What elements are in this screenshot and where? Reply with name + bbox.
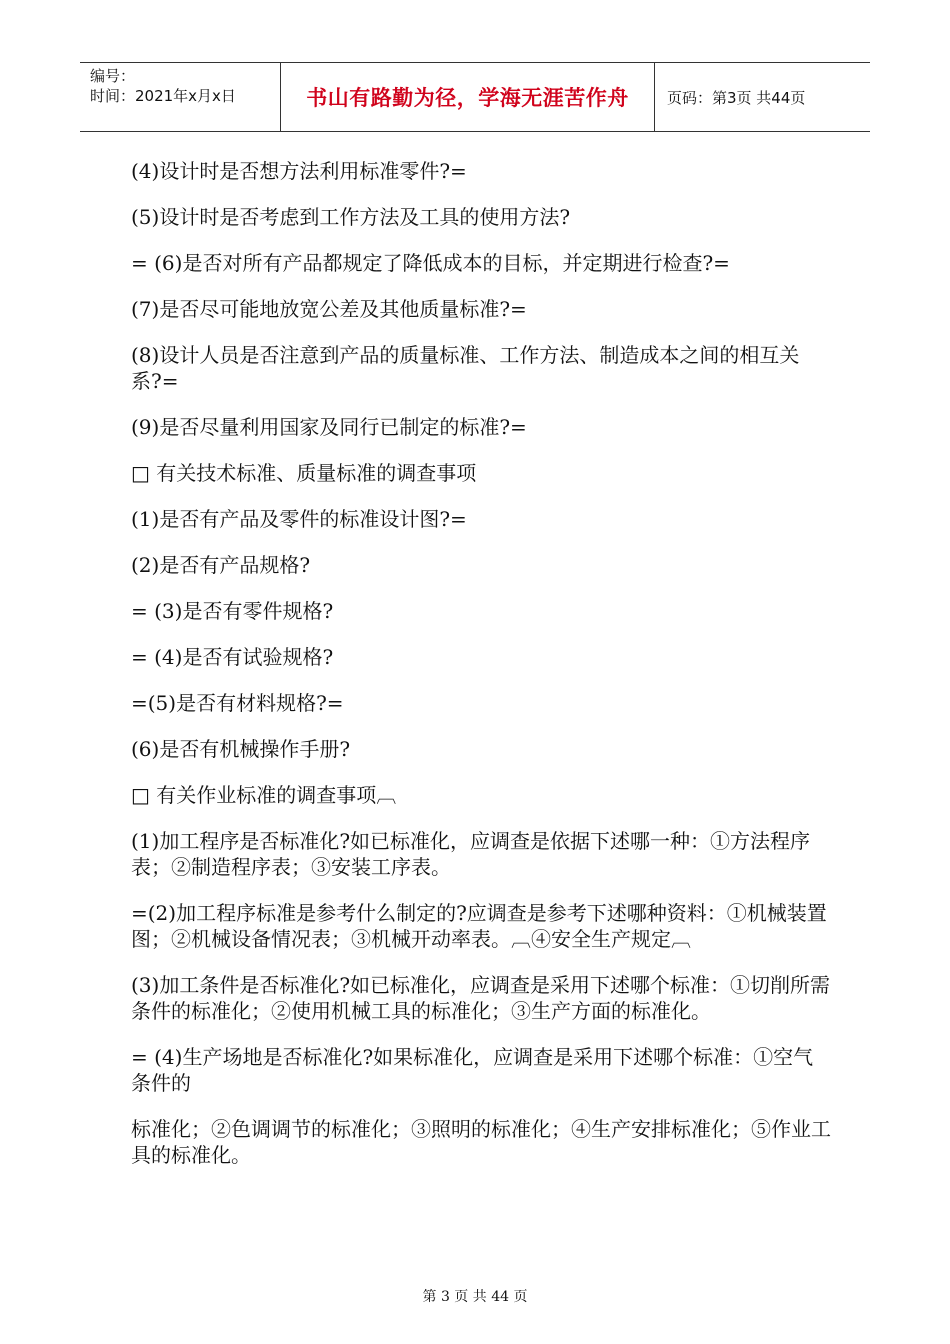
- paragraph: (5)设计时是否考虑到工作方法及工具的使用方法?: [131, 205, 571, 229]
- paragraph: = (3)是否有零件规格?: [131, 599, 334, 623]
- motto: 书山有路勤为径，学海无涯苦作舟: [306, 86, 629, 110]
- page-header: [80, 62, 870, 132]
- paragraph: (3)加工条件是否标准化?如已标准化，应调查是采用下述哪个标准：①切削所需条件的标准化；②使用机械工具的标准化；③生产方面的标准化。: [131, 973, 831, 1023]
- paragraph: (4)设计时是否想方法利用标准零件?=: [131, 159, 467, 183]
- paragraph: (2)是否有产品规格?: [131, 553, 311, 577]
- paragraph: 标准化；②色调调节的标准化；③照明的标准化；④生产安排标准化；⑤作业工具的标准化。: [131, 1117, 831, 1167]
- section-heading: □ 有关作业标准的调查事项︹: [131, 783, 397, 807]
- number-label: 编号：: [90, 67, 136, 85]
- paragraph: (6)是否有机械操作手册?: [131, 737, 351, 761]
- paragraph: (7)是否尽可能地放宽公差及其他质量标准?=: [131, 297, 527, 321]
- paragraph: (1)是否有产品及零件的标准设计图?=: [131, 507, 467, 531]
- page-footer: 第 3 页 共 44 页: [422, 1289, 528, 1305]
- paragraph: =(5)是否有材料规格?=: [131, 691, 344, 715]
- paragraph: (8)设计人员是否注意到产品的质量标准、工作方法、制造成本之间的相互关系?=: [131, 343, 800, 393]
- paragraph: = (4)是否有试验规格?: [131, 645, 334, 669]
- document-body: [131, 158, 831, 1188]
- time-label: 时间：2021年x月x日: [90, 87, 236, 105]
- paragraph: = (6)是否对所有产品都规定了降低成本的目标，并定期进行检查?=: [131, 251, 730, 275]
- paragraph: (1)加工程序是否标准化?如已标准化，应调查是依据下述哪一种：①方法程序表；②制造程序表；③安装工序表。: [131, 829, 811, 879]
- page-label: 页码：第3页 共44页: [667, 88, 806, 107]
- section-heading: □ 有关技术标准、质量标准的调查事项: [131, 461, 477, 485]
- header-page-cell: [655, 63, 870, 131]
- paragraph: (9)是否尽量利用国家及同行已制定的标准?=: [131, 415, 527, 439]
- paragraph: = (4)生产场地是否标准化?如果标准化，应调查是采用下述哪个标准：①空气条件的: [131, 1045, 814, 1095]
- header-motto-cell: [280, 63, 655, 131]
- header-meta: [80, 63, 280, 131]
- paragraph: =(2)加工程序标准是参考什么制定的?应调查是参考下述哪种资料：①机械装置图；②机械设备情况表；③机械开动率表。︹④安全生产规定︹: [131, 901, 827, 951]
